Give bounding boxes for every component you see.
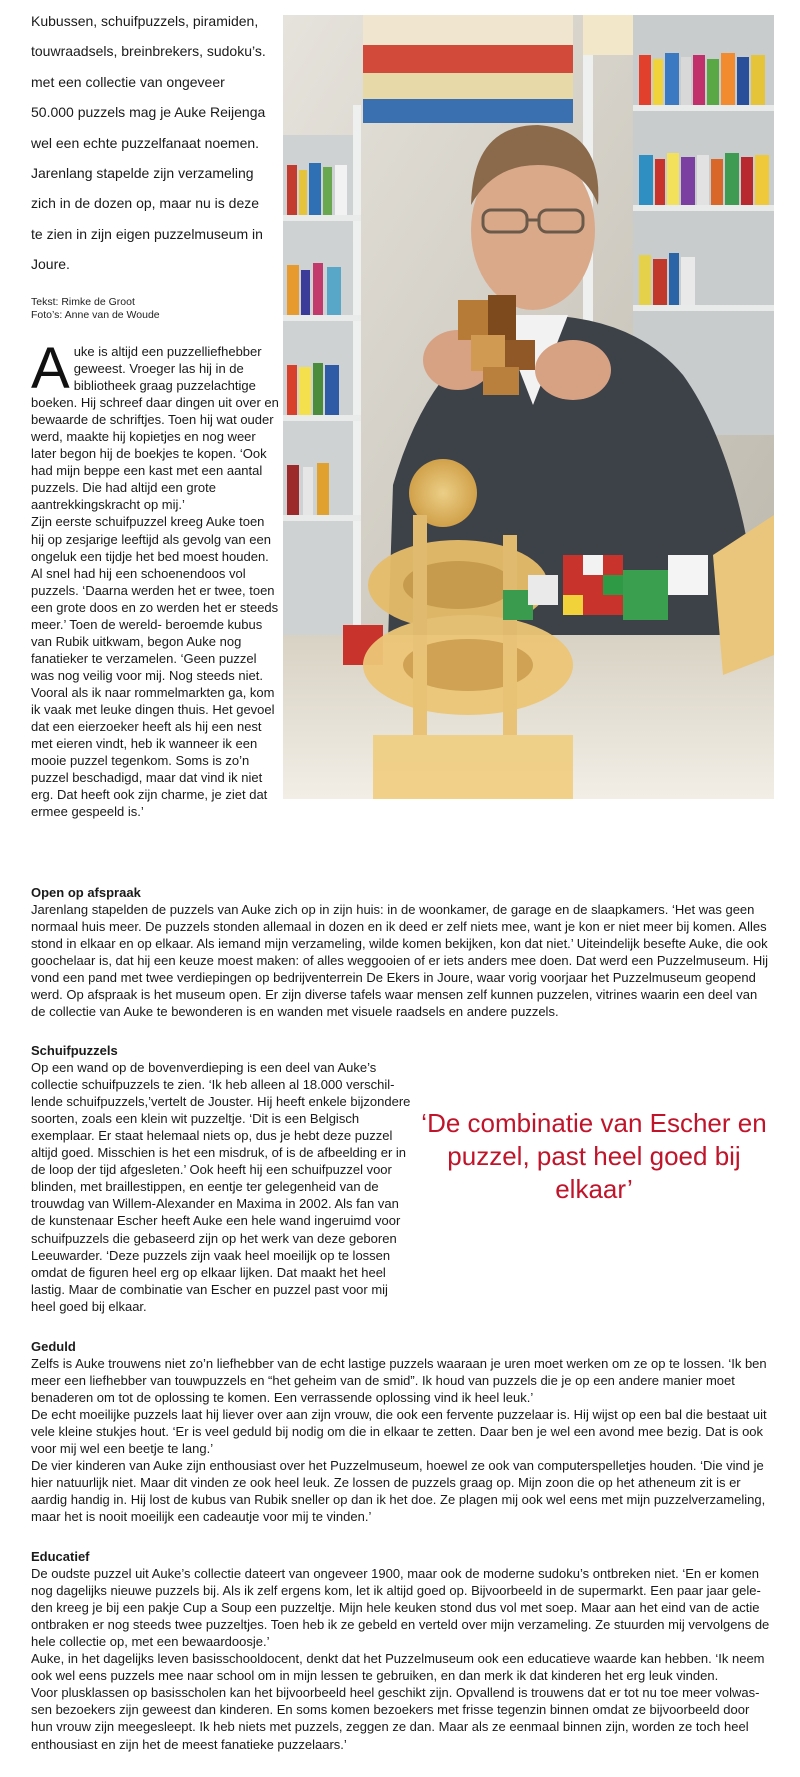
open-paragraph-1: Jarenlang stapelden de puzzels van Auke zich op in zijn huis: in de woonkamer, de garage en de slaapkamers. ‘Het was geen normaal huis meer. De puzzels stonden allemaal in dozen en ik deed er zelf niets mee, want je kon er niet meer bij komen. Alles stond in elkaar en op elkaar. Als iemand mijn verzameling, wilde komen bekijken, kon dat niet.’ Uiteindelijk besefte Auke, die ook goochelaar is, dat hij een keuze moest maken: of alles weggooien of er iets anders mee doen. Dat werd een Puzzelmuseum. Hij vond een pand met twee verdiepingen op bedrijventerrein De Ekers in Joure, waar vorig voorjaar het Puzzelmuseum geopend werd. Op afspraak is het museum open. Er zijn diverse tafels waar mensen zelf kunnen puzzelen, vitrines waarin een deel van de collectie van Auke te bewonderen is en wanden met visuele raadsels en andere puzzels. — [31, 902, 769, 1020]
section-heading-open: Open op afspraak — [31, 885, 141, 900]
section-heading-schuif: Schuifpuzzels — [31, 1043, 118, 1058]
section-educatief — [31, 1548, 773, 1753]
section-geduld — [31, 1338, 773, 1526]
schuif-paragraph-1: Op een wand op de bovenverdieping is een deel van Auke’s collectie schuifpuzzels te zien. ‘Ik heb alleen al 18.000 verschillende schuifpuzzels,’vertelt de Jouster. Hij heeft enkele bijzondere soorten, zoals een klein wit puzzeltje. ‘Dit is een Belgisch exemplaar. Er staat helemaal niets op, dus je hebt deze puzzel altijd goed. Misschien is het een misdruk, of is de afbeelding er in de loop der tijd afgesleten.’ Ook heeft hij een schuifpuzzel voor blinden, met braillestippen, en eentje ter gelegenheid van de trouwdag van Willem-Alexander en Maxima in 2002. Als fan van de kunstenaar Escher heeft Auke een hele wand ingeruimd voor schuifpuzzels die gebaseerd zijn op het werk van deze geboren Leeuwarder. ‘Deze puzzels zijn vaak heel moeilijk op te lossen omdat de figuren heel erg op elkaar lijken. Dat maakt het heel lastig. Maar de combinatie van Escher en puzzel past voor mij heel goed bij elkaar. — [31, 1060, 411, 1314]
pull-quote: ‘De combinatie van Escher en puzzel, past heel goed bij elkaar’ — [421, 1108, 767, 1204]
photo-puzzle-collector — [283, 15, 774, 799]
intro-text: Kubussen, schuifpuzzels, piramiden, touwraadsels, breinbrekers, sudoku’s. met een collectie van ongeveer 50.000 puzzels mag je Auke Reijenga wel een echte puzzelfanaat noemen. Jarenlang stapelde zijn verzameling zich in de dozen op, maar nu is deze te zien in zijn eigen puzzelmuseum in Joure. — [31, 13, 266, 273]
educatief-paragraph-2: Auke, in het dagelijks leven basisschooldocent, denkt dat het Puzzelmuseum ook een educatieve waarde kan hebben. ‘Ik neem ook wel eens puzzels mee naar school om in mijn lessen te gebruiken, en dan merk ik dat kinderen het erg leuk vinden. — [31, 1651, 765, 1684]
lede-paragraph-1-text: uke is altijd een puzzelliefhebber geweest. Vroeger las hij in de bibliotheek graag puzzelachtige boeken. Hij schreef daar dingen uit over en bewaarde de schriftjes. Toen hij wat ouder werd, maakte hij kopietjes en nog weer later begon hij de boekjes te kopen. ‘Ook had mijn beppe een kast met een aantal puzzels. Die had altijd een grote aantrekkingskracht op mij.’ — [31, 344, 279, 513]
geduld-paragraph-2: De echt moeilijke puzzels laat hij liever over aan zijn vrouw, die ook een fervente puzzelaar is. Hij wijst op een bal die bestaat uit vele kleine stukjes hout. ‘Er is veel geduld bij nodig om die in elkaar te zetten. Daar ben je wel een avond mee bezig. Dat is ook voor mij wel een beetje te lang.’ — [31, 1407, 767, 1457]
lede-paragraph-2: Zijn eerste schuifpuzzel kreeg Auke toen hij op zesjarige leeftijd als gevolg van een ongeluk een tijdje het bed moest houden. Al snel had hij een schoenendoos vol puzzels. ‘Daarna werden het er twee, toen een grote doos en zo werden het er steeds meer.’ Toen de wereld- beroemde kubus van Rubik uitkwam, begon Auke nog fanatieker te verzamelen. ‘Geen puzzel was nog veilig voor mij. Nog steeds niet. Vooral als ik naar rommelmarkten ga, kom ik vaak met leuke dingen thuis. Het gevoel dat een eierzoeker heeft als hij een nest met eieren vindt, heb ik wanneer ik een mooie puzzel tegenkom. Soms is zo’n puzzel beschadigd, maar dat vind ik niet erg. Dat heeft ook zijn charme, je ziet dat ermee gespeeld is.’ — [31, 514, 279, 820]
section-heading-geduld: Geduld — [31, 1339, 76, 1354]
section-heading-educatief: Educatief — [31, 1549, 90, 1564]
educatief-paragraph-3: Voor plusklassen op basisscholen kan het bijvoorbeeld heel geschikt zijn. Opvallend is trouwens dat er tot nu toe meer volwassen bezoekers zijn geweest dan kinderen. En soms komen bezoekers met frisse tegenzin binnen omdat ze bijvoorbeeld door hun vrouw zijn meegesleept. Ik heb niets met puzzels, zeggen ze dan. Maar als ze eenmaal binnen zijn, worden ze toch heel enthousiast en zijn het de meest fanatieke puzzelaars.’ — [31, 1685, 760, 1752]
geduld-paragraph-1: Zelfs is Auke trouwens niet zo’n liefhebber van de echt lastige puzzels waaraan je uren moet werken om ze op te lossen. ‘Ik ben meer een liefhebber van touwpuzzels en “het geheim van de smid”. Ik houd van puzzels die je op een andere manier moet benaderen om tot de oplossing te komen. Een verrassende oplossing vind ik heel leuk.’ — [31, 1356, 767, 1406]
drop-cap: A — [31, 336, 70, 401]
educatief-paragraph-1: De oudste puzzel uit Auke’s collectie dateert van ongeveer 1900, maar ook de moderne sudoku’s ontbreken niet. ‘En er komen nog dagelijks nieuwe puzzels bij. Als ik zelf ergens kom, let ik altijd goed op. Bijvoorbeeld in de supermarkt. Een paar jaar geleden kreeg je bij een pakje Cup a Soup een puzzeltje. Mijn hele keuken stond dus vol met soep. Maar aan het eind van de actie ontbraken er nog steeds twee puzzeltjes. Toen heb ik ze gebeld en verteld over mijn verzameling. Ze stuurden mij vervolgens de hele collectie op, met een bewaardoosje.’ — [31, 1566, 770, 1650]
credits — [31, 296, 271, 322]
section-open-op-afspraak — [31, 884, 773, 1020]
lede-paragraph-1 — [31, 336, 281, 513]
photo-puzzle-collector-icon — [283, 15, 774, 799]
section-schuifpuzzels — [31, 1042, 413, 1315]
text-credit: Tekst: Rimke de Groot — [31, 296, 135, 308]
photo-credit: Foto’s: Anne van de Woude — [31, 309, 160, 321]
lede-column — [31, 336, 281, 820]
geduld-paragraph-3: De vier kinderen van Auke zijn enthousiast over het Puzzelmuseum, hoewel ze ook van computerspelletjes houden. ‘Die vind je hier natuurlijk niet. Maar dit vinden ze ook heel leuk. Ze lossen de puzzels graag op. Mijn zoon die op het atheneum zit is er aardig handig in. Hij lost de kubus van Rubik sneller op dan ik het doe. Ze plagen mij ook wel eens met mijn puzzelverzameling, maar het is nooit moeilijk een cadeautje voor mij te vinden.’ — [31, 1458, 766, 1525]
